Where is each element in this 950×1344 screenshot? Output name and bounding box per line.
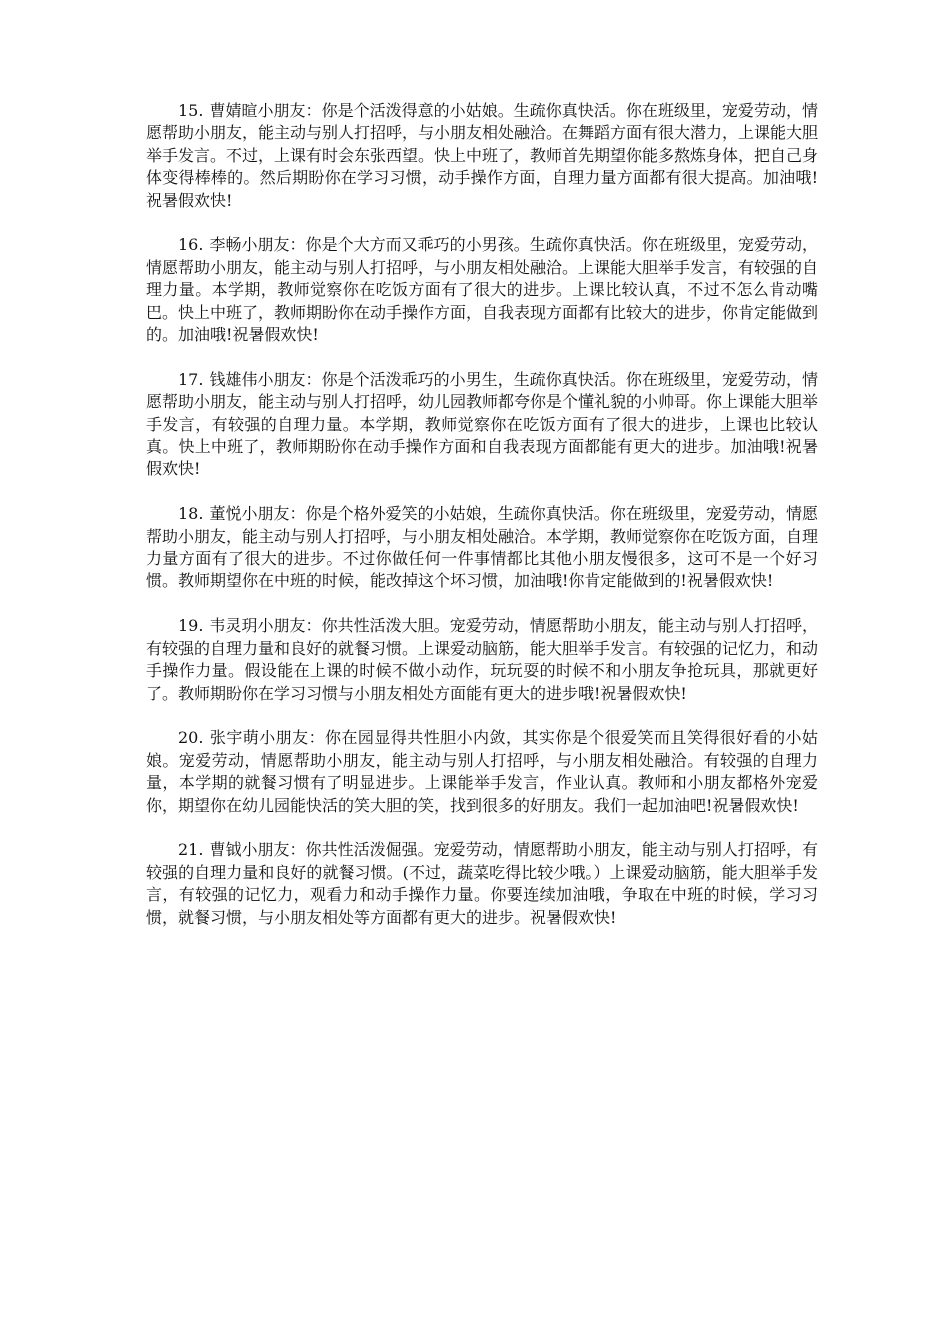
entry-text: 李畅小朋友：你是个大方而又乖巧的小男孩。生疏你真快活。你在班级里，宠爱劳动，情愿帮助小朋友，能主动与别人打招呼，与小朋友相处融洽。上课能大胆举手发言，有较强的自理力量。本学期，教师觉察你在吃饭方面有了很大的进步。上课比较认真，不过不怎么肯动嘴巴。快上中班了，教师期盼你在动手操作方面，自我表现方面都有比较大的进步，你肯定能做到的。加油哦!祝暑假欢快! [146, 235, 819, 345]
entry-text: 张宇萌小朋友：你在园显得共性胆小内敛，其实你是个很爱笑而且笑得很好看的小姑娘。宠爱劳动，情愿帮助小朋友，能主动与别人打招呼，与小朋友相处融洽。有较强的自理力量，本学期的就餐习惯有了明显进步。上课能举手发言，作业认真。教师和小朋友都格外宠爱你，期望你在幼儿园能快活的笑大胆的笑，找到很多的好朋友。我们一起加油吧!祝暑假欢快! [146, 728, 818, 815]
entry-number: 15. [178, 101, 204, 120]
comment-paragraph-18 [146, 503, 818, 593]
entry-number: 16. [178, 235, 204, 255]
comment-paragraph-21 [146, 839, 818, 929]
entry-text: 钱雄伟小朋友：你是个活泼乖巧的小男生，生疏你真快活。你在班级里，宠爱劳动，情愿帮助小朋友，能主动与别人打招呼，幼儿园教师都夸你是个懂礼貌的小帅哥。你上课能大胆举手发言，有较强的自理力量。本学期，教师觉察你在吃饭方面有了很大的进步，上课也比较认真。快上中班了，教师期盼你在动手操作方面和自我表现方面都能有更大的进步。加油哦!祝暑假欢快! [146, 369, 819, 479]
entry-number: 17. [178, 369, 204, 389]
entry-number: 20. [178, 728, 204, 748]
entry-number: 21. [178, 840, 204, 860]
entry-text: 韦灵玥小朋友：你共性活泼大胆。宠爱劳动，情愿帮助小朋友，能主动与别人打招呼，有较强的自理力量和良好的就餐习惯。上课爱动脑筋，能大胆举手发言。有较强的记忆力，和动手操作力量。假设能在上课的时候不做小动作，玩玩耍的时候不和小朋友争抢玩具，那就更好了。教师期盼你在学习习惯与小朋友相处方面能有更大的进步哦!祝暑假欢快! [146, 616, 819, 703]
document-body [146, 100, 818, 951]
entry-number: 19. [178, 616, 204, 636]
comment-paragraph-15 [146, 100, 818, 212]
entry-text: 曹钺小朋友：你共性活泼倔强。宠爱劳动，情愿帮助小朋友，能主动与别人打招呼，有较强的自理力量和良好的就餐习惯。(不过，蔬菜吃得比较少哦。）上课爱动脑筋，能大胆举手发言，有较强的记忆力，观看力和动手操作力量。你要连续加油哦，争取在中班的时候，学习习惯，就餐习惯，与小朋友相处等方面都有更大的进步。祝暑假欢快! [146, 840, 818, 927]
comment-paragraph-16 [146, 234, 818, 346]
comment-paragraph-19 [146, 615, 818, 705]
comment-paragraph-17 [146, 369, 818, 481]
comment-paragraph-20 [146, 727, 818, 817]
entry-text: 曹婧暄小朋友：你是个活泼得意的小姑娘。生疏你真快活。你在班级里，宠爱劳动，情愿帮助小朋友，能主动与别人打招呼，与小朋友相处融洽。在舞蹈方面有很大潜力，上课能大胆举手发言。不过，上课有时会东张西望。快上中班了，教师首先期望你能多熬炼身体，把自己身体变得棒棒的。然后期盼你在学习习惯，动手操作方面，自理力量方面都有很大提高。加油哦!祝暑假欢快! [146, 101, 819, 210]
entry-number: 18. [178, 504, 204, 524]
entry-text: 董悦小朋友：你是个格外爱笑的小姑娘，生疏你真快活。你在班级里，宠爱劳动，情愿帮助小朋友，能主动与别人打招呼，与小朋友相处融洽。本学期，教师觉察你在吃饭方面，自理力量方面有了很大的进步。不过你做任何一件事情都比其他小朋友慢很多，这可不是一个好习惯。教师期望你在中班的时候，能改掉这个坏习惯，加油哦!你肯定能做到的!祝暑假欢快! [146, 504, 819, 591]
